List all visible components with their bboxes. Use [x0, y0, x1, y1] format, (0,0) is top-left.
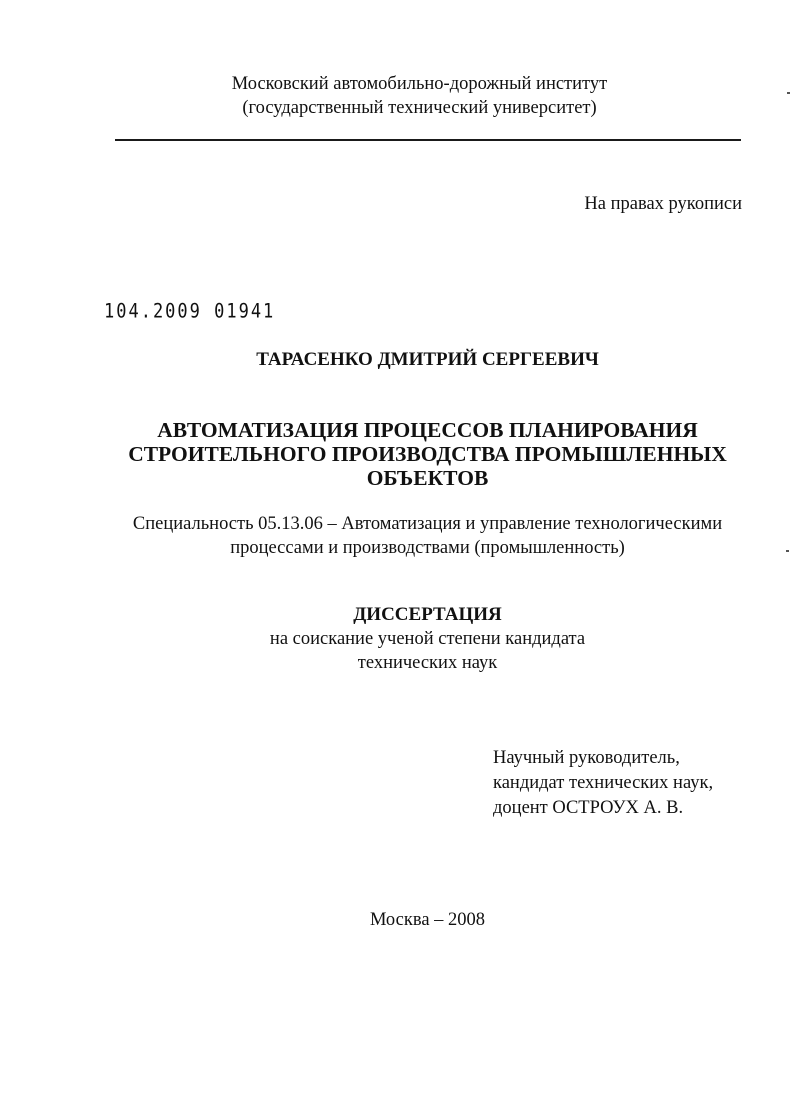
supervisor-line-1: Научный руководитель,: [493, 748, 680, 768]
degree-line-2: технических наук: [357, 653, 498, 673]
scan-speck: [786, 550, 789, 552]
institution-line-1: Московский автомобильно-дорожный институт: [231, 74, 608, 94]
scan-speck: [787, 92, 790, 94]
author-name: ТАРАСЕНКО ДМИТРИЙ СЕРГЕЕВИЧ: [256, 349, 599, 370]
thesis-title-line-1: АВТОМАТИЗАЦИЯ ПРОЦЕССОВ ПЛАНИРОВАНИЯ: [157, 418, 698, 442]
manuscript-note: На правах рукописи: [584, 194, 742, 214]
city-and-year: Москва – 2008: [369, 910, 486, 930]
header-divider: [115, 139, 741, 141]
thesis-title: [28, 418, 799, 490]
specialty-line-2: процессами и производствами (промышленность): [230, 538, 625, 558]
document-type: ДИССЕРТАЦИЯ: [353, 604, 502, 625]
degree-sought: [28, 627, 799, 675]
thesis-title-line-2: СТРОИТЕЛЬНОГО ПРОИЗВОДСТВА ПРОМЫШЛЕННЫХ: [128, 442, 727, 466]
degree-line-1: на соискание ученой степени кандидата: [269, 629, 586, 649]
supervisor-line-3: доцент ОСТРОУХ А. В.: [493, 798, 684, 818]
scientific-supervisor: [493, 746, 713, 821]
specialty-line-1: Специальность 05.13.06 – Автоматизация и управление технологическими: [132, 514, 723, 534]
thesis-title-line-3: ОБЪЕКТОВ: [366, 466, 489, 490]
institution-name: [20, 72, 799, 120]
supervisor-line-2: кандидат технических наук,: [493, 773, 714, 793]
specialty: [28, 512, 799, 560]
registry-number-stamp: 104.2009 01941: [104, 300, 276, 324]
institution-line-2: (государственный технический университет): [242, 98, 597, 118]
